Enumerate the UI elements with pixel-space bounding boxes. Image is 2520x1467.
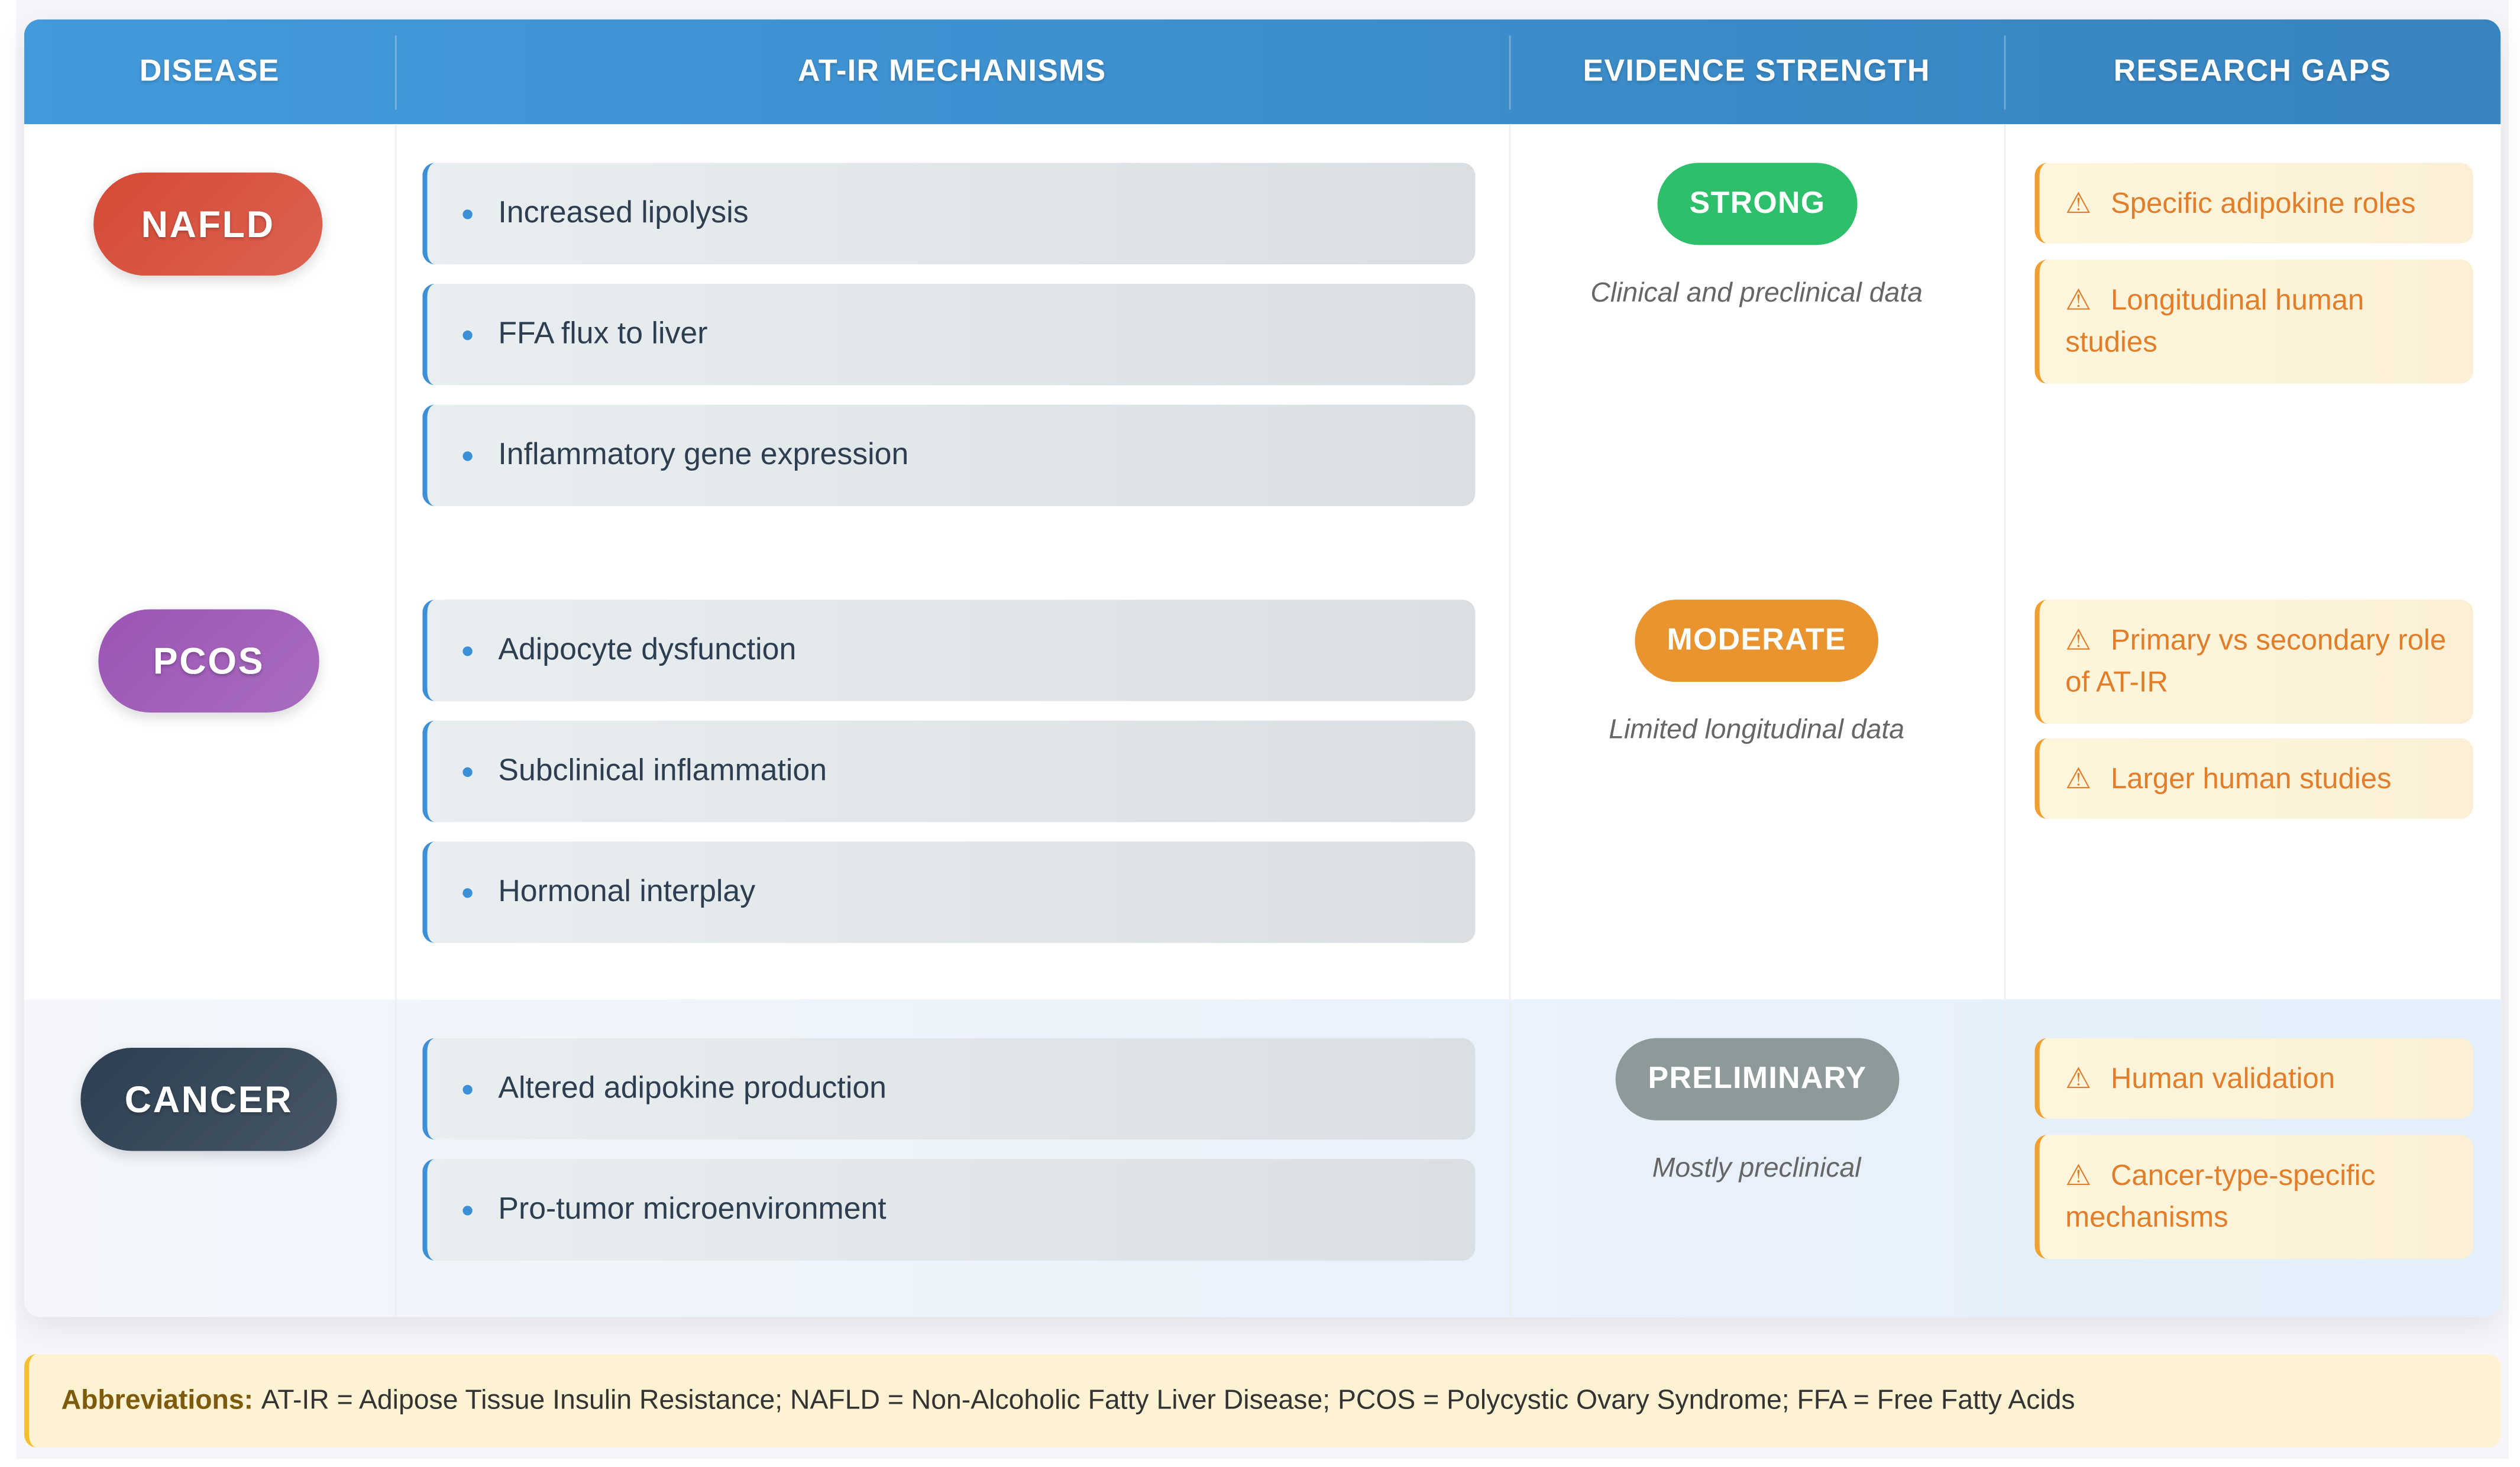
research-gap-item xyxy=(2034,163,2473,243)
research-gap-item xyxy=(2034,1135,2473,1259)
disease-pill: CANCER xyxy=(80,1048,337,1151)
mechanism-item xyxy=(422,404,1475,506)
research-gap-item xyxy=(2034,739,2473,819)
header-mechanisms: AT-IR MECHANISMS xyxy=(798,54,1107,88)
mechanism-text: Inflammatory gene expression xyxy=(498,438,909,472)
research-gap-item xyxy=(2034,600,2473,724)
mechanism-text: Hormonal interplay xyxy=(498,874,756,909)
abbreviations-note xyxy=(24,1354,2500,1447)
mechanism-item xyxy=(422,600,1475,701)
research-gap-text: Specific adipokine roles xyxy=(2110,187,2416,219)
research-gap-item xyxy=(2034,1038,2473,1119)
header-gaps: RESEARCH GAPS xyxy=(2113,54,2392,88)
mechanism-text: Adipocyte dysfunction xyxy=(498,633,797,667)
mechanism-text: Altered adipokine production xyxy=(498,1071,887,1105)
bullet-dot-icon xyxy=(462,766,472,776)
warning-triangle-icon: ⚠ xyxy=(2065,283,2092,316)
evidence-badge: PRELIMINARY xyxy=(1616,1038,1900,1121)
mechanism-text: Pro-tumor microenvironment xyxy=(498,1192,887,1226)
warning-triangle-icon: ⚠ xyxy=(2065,1159,2092,1191)
bullet-dot-icon xyxy=(462,646,472,655)
mechanism-item xyxy=(422,163,1475,264)
mechanism-text: Increased lipolysis xyxy=(498,196,749,230)
column-divider xyxy=(1509,124,1511,1317)
research-gap-text: Larger human studies xyxy=(2110,762,2392,795)
evidence-badge: MODERATE xyxy=(1635,600,1878,682)
column-divider xyxy=(395,124,397,1317)
disease-pill: NAFLD xyxy=(93,173,322,276)
mechanism-item xyxy=(422,1038,1475,1140)
warning-triangle-icon: ⚠ xyxy=(2065,624,2092,656)
warning-triangle-icon: ⚠ xyxy=(2065,187,2092,219)
evidence-note: Limited longitudinal data xyxy=(1609,714,1905,745)
bullet-dot-icon xyxy=(462,1084,472,1093)
research-gap-item xyxy=(2034,260,2473,384)
mechanism-item xyxy=(422,1159,1475,1261)
bullet-dot-icon xyxy=(462,1205,472,1215)
bullet-dot-icon xyxy=(462,888,472,897)
bullet-dot-icon xyxy=(462,330,472,339)
mechanism-item xyxy=(422,721,1475,822)
disease-pill: PCOS xyxy=(98,610,319,713)
mechanism-text: FFA flux to liver xyxy=(498,316,708,351)
research-gap-text: Primary vs secondary role of AT-IR xyxy=(2065,624,2447,698)
column-divider xyxy=(2004,124,2006,1317)
research-gap-text: Cancer-type-specific mechanisms xyxy=(2065,1159,2376,1233)
evidence-note: Mostly preclinical xyxy=(1652,1152,1861,1184)
header-evidence: EVIDENCE STRENGTH xyxy=(1583,54,1930,88)
research-gap-text: Longitudinal human studies xyxy=(2065,283,2364,358)
evidence-note: Clinical and preclinical data xyxy=(1590,277,1923,308)
research-gap-text: Human validation xyxy=(2110,1062,2335,1095)
warning-triangle-icon: ⚠ xyxy=(2065,1062,2092,1095)
header-disease: DISEASE xyxy=(139,54,280,88)
comparison-table xyxy=(24,20,2500,1317)
table-header xyxy=(24,20,2500,124)
bullet-dot-icon xyxy=(462,209,472,218)
abbreviations-label: Abbreviations: xyxy=(61,1384,254,1416)
warning-triangle-icon: ⚠ xyxy=(2065,762,2092,795)
evidence-badge: STRONG xyxy=(1658,163,1858,245)
mechanism-item xyxy=(422,841,1475,943)
abbreviations-text: AT-IR = Adipose Tissue Insulin Resistance; NAFLD = Non-Alcoholic Fatty Liver Disease; PCOS = Polycystic Ovary Syndrome; FFA = Free Fatty Acids xyxy=(261,1384,2075,1416)
mechanism-item xyxy=(422,284,1475,386)
mechanism-text: Subclinical inflammation xyxy=(498,753,827,788)
bullet-dot-icon xyxy=(462,451,472,460)
